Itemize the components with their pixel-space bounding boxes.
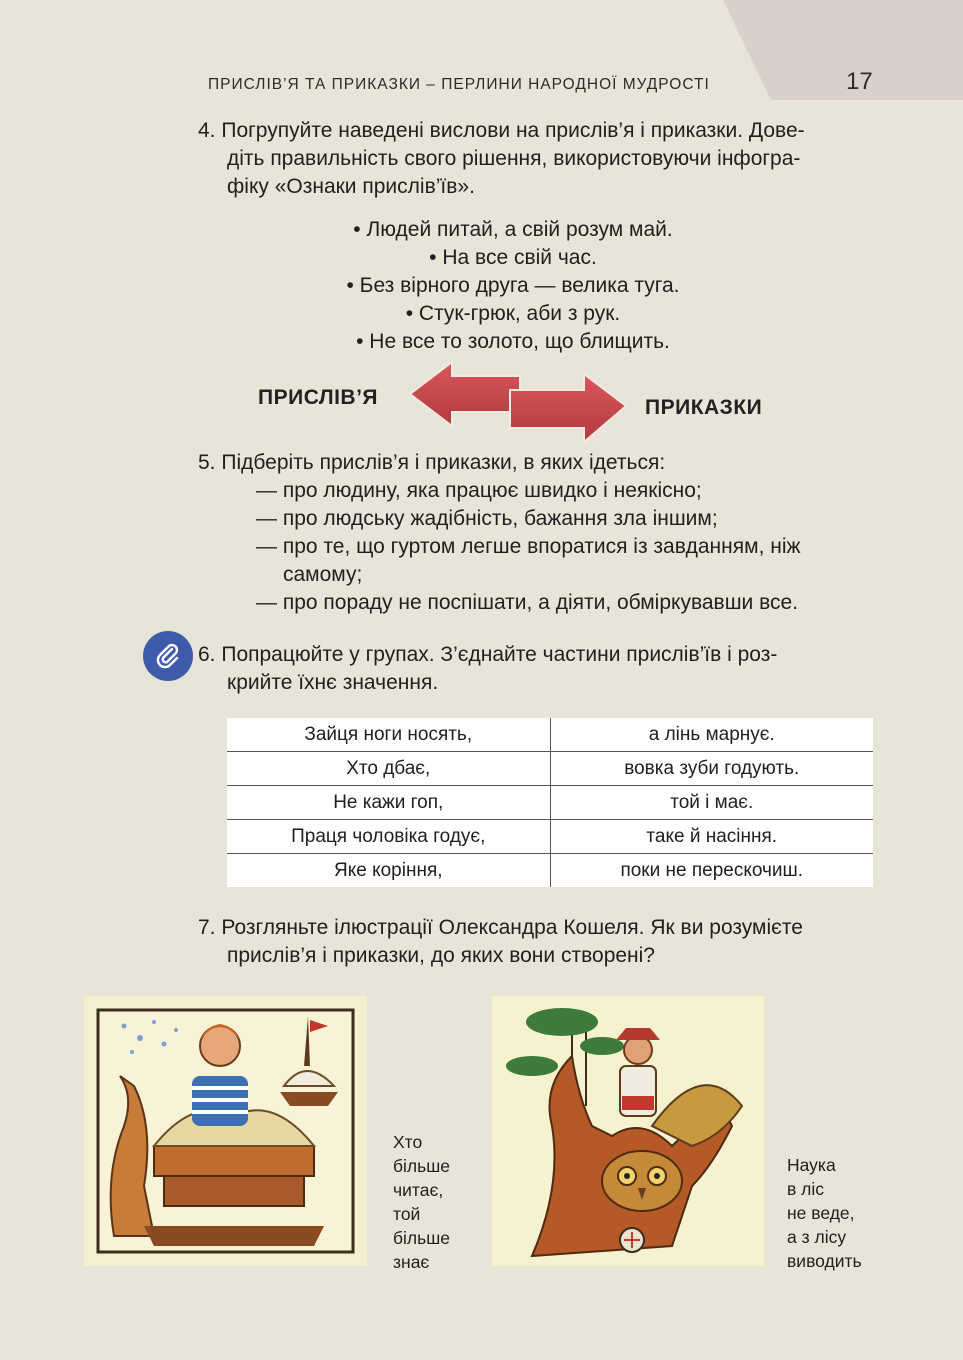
caption-illustration-2: Наука в ліс не веде, а з лісу виводить [787, 1155, 862, 1271]
running-title: ПРИСЛІВ’Я ТА ПРИКАЗКИ – ПЕРЛИНИ НАРОДНОЇ МУДРОСТІ [208, 76, 710, 93]
task-7 [198, 914, 874, 970]
table-row [227, 820, 873, 854]
table-row [227, 752, 873, 786]
group-work-badge [143, 631, 193, 681]
table-cell: Яке коріння, [227, 854, 550, 888]
boy-on-owl-tree-illustration [492, 996, 764, 1266]
illustration-owl-forest [492, 996, 764, 1266]
double-arrow-icon [408, 360, 628, 446]
task-6-line: 6. Попрацюйте у групах. З’єднайте частини прислів’їв і роз- [198, 643, 778, 666]
table-row [227, 718, 873, 752]
paperclip-icon [153, 641, 183, 671]
table-row [227, 854, 873, 888]
table-cell: а лінь марнує. [550, 718, 873, 752]
list-item: самому; [283, 563, 363, 586]
task-number: 6. [198, 643, 216, 666]
page-number: 17 [846, 68, 873, 95]
task-number: 4. [198, 119, 216, 142]
task-4-line: діть правильність свого рішення, використовуючи інфогра- [227, 147, 801, 170]
table-cell: Зайця ноги носять, [227, 718, 550, 752]
task-number: 7. [198, 916, 216, 939]
task-4-line: 4. Погрупуйте наведені вислови на прислів’я і приказки. Дове- [198, 119, 805, 142]
matching-table [227, 718, 873, 887]
boy-on-books-illustration [84, 996, 367, 1266]
label-proverbs: ПРИСЛІВ’Я [258, 386, 378, 409]
table-cell: той і має. [550, 786, 873, 820]
task-5 [198, 449, 874, 477]
saying: • Без вірного друга — велика туга. [346, 274, 680, 297]
task-5-list [256, 477, 874, 617]
sayings-list [198, 216, 828, 356]
table-row [227, 786, 873, 820]
saying: • На все свій час. [429, 246, 597, 269]
illustration-boy-reading [84, 996, 367, 1266]
list-item: — про людину, яка працює швидко і неякісно; [256, 479, 702, 502]
table-cell: Хто дбає, [227, 752, 550, 786]
caption-illustration-1: Хто більше читає, той більше знає [393, 1132, 451, 1272]
task-4-line: фіку «Ознаки прислів’їв». [227, 175, 475, 198]
task-4 [198, 117, 874, 201]
list-item: — про те, що гуртом легше впоратися із завданням, ніж [256, 535, 801, 558]
saying: • Стук-грюк, аби з рук. [405, 302, 621, 325]
table-cell: вовка зуби годують. [550, 752, 873, 786]
task-number: 5. [198, 451, 216, 474]
table-cell: таке й насіння. [550, 820, 873, 854]
task-5-intro: 5. Підберіть прислів’я і приказки, в яких ідеться: [198, 451, 666, 474]
table-cell: Праця чоловіка годує, [227, 820, 550, 854]
table-cell: Не кажи гоп, [227, 786, 550, 820]
task-7-line: прислів’я і приказки, до яких вони створені? [227, 944, 655, 967]
saying: • Людей питай, а свій розум май. [353, 218, 673, 241]
list-item: — про пораду не поспішати, а діяти, обміркувавши все. [256, 591, 799, 614]
list-item: — про людську жадібність, бажання зла іншим; [256, 507, 718, 530]
task-6 [198, 641, 874, 697]
task-6-line: крийте їхнє значення. [227, 671, 439, 694]
table-cell: поки не перескочиш. [620, 859, 804, 881]
task-7-line: 7. Розгляньте ілюстрації Олександра Кошеля. Як ви розумієте [198, 916, 803, 939]
saying: • Не все то золото, що блищить. [356, 330, 670, 353]
label-sayings: ПРИКАЗКИ [645, 396, 763, 419]
page-corner-decoration [723, 0, 963, 100]
